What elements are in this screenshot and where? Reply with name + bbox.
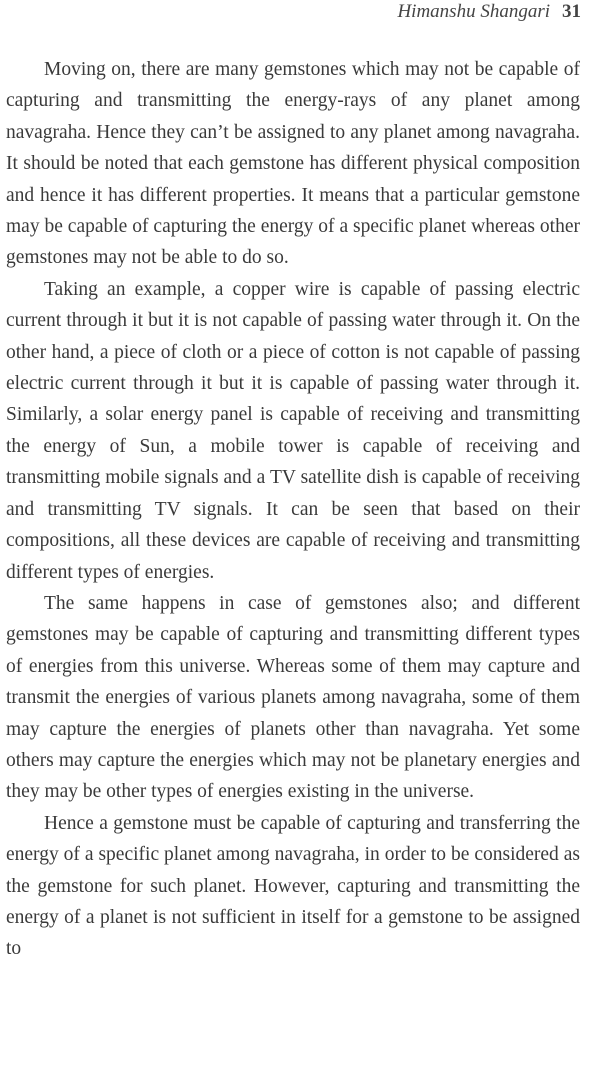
running-head-author: Himanshu Shangari bbox=[397, 1, 550, 22]
page-number: 31 bbox=[562, 1, 581, 22]
paragraph: The same happens in case of gemstones also; and different gemstones may be capable of capturing and transmitting different types of energies from this universe. Whereas some of them may capture and transmit the energies of various planets among navagraha, some of them may capture the energies of planets other than navagraha. Yet some others may capture the energies which may not be planetary energies and they may be other types of energies existing in the universe. bbox=[6, 592, 580, 803]
body-text bbox=[6, 54, 580, 965]
paragraph: Taking an example, a copper wire is capable of passing electric current through it but it is not capable of passing water through it. On the other hand, a piece of cloth or a piece of cotton is not capable of passing electric current through it but it is capable of passing water through it. Similarly, a solar energy panel is capable of receiving and transmitting the energy of Sun, a mobile tower is capable of receiving and transmitting mobile signals and a TV satellite dish is capable of receiving and transmitting TV signals. It can be seen that based on their compositions, all these devices are capable of receiving and transmitting different types of energies. bbox=[6, 278, 580, 583]
paragraph: Moving on, there are many gemstones which may not be capable of capturing and transmitting the energy-rays of any planet among navagraha. Hence they can’t be assigned to any planet among navagraha. It should be noted that each gemstone has different physical composition and hence it has different properties. It means that a particular gemstone may be capable of capturing the energy of a specific planet whereas other gemstones may not be able to do so. bbox=[6, 59, 580, 269]
running-head bbox=[397, 0, 581, 24]
paragraph: Hence a gemstone must be capable of capturing and transferring the energy of a specific planet among navagraha, in order to be considered as the gemstone for such planet. However, capturing and transmitting the energy of a planet is not sufficient in itself for a gemstone to be assigned to bbox=[6, 812, 580, 960]
